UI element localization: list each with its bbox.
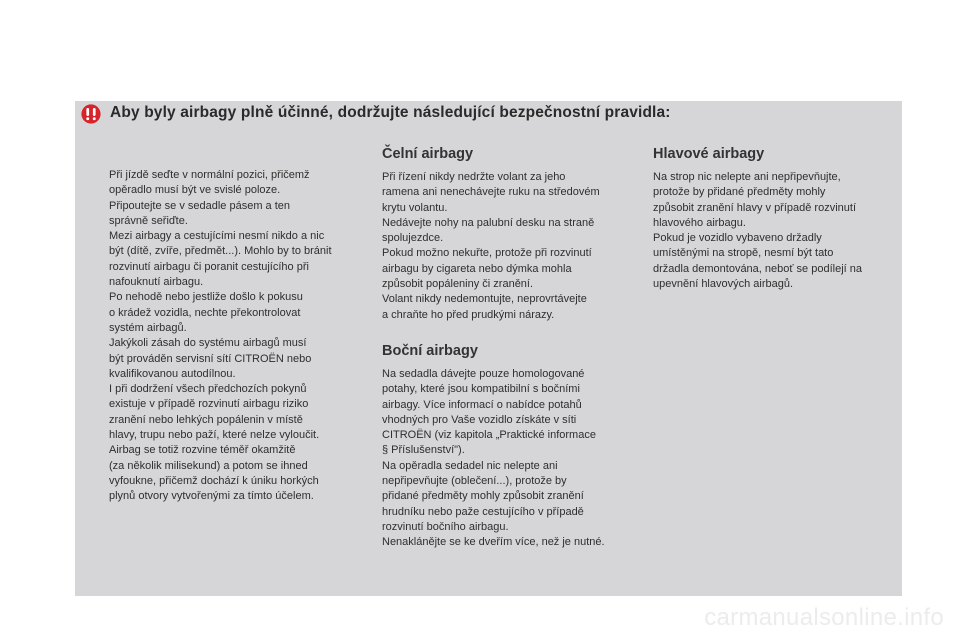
general-safety-text: Při jízdě seďte v normální pozici, přičemž opěradlo musí být ve svislé poloze. Připoutejte se v sedadle pásem a ten správně seřiďte. Mezi airbagy a cestujícími nesmí nikdo a nic být (dítě, zvíře, předmět...). Mohlo by to bránit rozvinutí airbagu či poranit cestujícího při nafouknutí airbagu. Po nehodě nebo jestliže došlo k pokusu o krádež vozidla, nechte překontrolovat systém airbagů. Jakýkoli zásah do systému airbagů musí být prováděn servisní sítí CITROËN nebo kvalifikovanou autodílnou. I při dodržení všech předchozích pokynů existuje v případě rozvinutí airbagu riziko zranění nebo lehkých popálenin v místě hlavy, trupu nebo paží, které nelze vyloučit. Airbag se totiž rozvine téměř okamžitě (za několik milisekund) a potom se ihned vyfoukne, přičemž dochází k úniku horkých plynů otvory vytvořenými za tímto účelem.: [109, 169, 332, 503]
head-airbags-section: [653, 145, 903, 292]
side-airbags-text: Na sedadla dávejte pouze homologované potahy, které jsou kompatibilní s bočními airbagy. Více informací o nabídce potahů vhodných pro Vaše vozidlo získáte v síti CITROËN (viz kapitola „Praktické informace § Příslušenství"). Na opěradla sedadel nic nelepte ani nepřipevňujte (oblečení...), protože by přidané předměty mohly způsobit zranění hrudníku nebo paže cestujícího v případě rozvinutí bočního airbagu. Nenaklánějte se ke dveřím více, než je nutné.: [382, 367, 605, 549]
side-airbags-heading: Boční airbagy: [382, 342, 478, 359]
head-airbags-heading: Hlavové airbagy: [653, 146, 765, 162]
front-airbags-text: Při řízení nikdy nedržte volant za jeho ramena ani nenechávejte ruku na středovém krytu volantu. Nedávejte nohy na palubní desku na straně spolujezdce. Pokud možno nekuřte, protože při rozvinutí airbagu by cigareta nebo dýmka mohla způsobit popáleniny či zranění. Volant nikdy nedemontujte, neprovrtávejte a chraňte ho před prudkými nárazy.: [382, 171, 600, 321]
warning-icon: [81, 104, 101, 124]
general-safety-section: [109, 168, 369, 505]
head-airbags-text: Na strop nic nelepte ani nepřipevňujte, protože by přidané předměty mohly způsobit zranění hlavy v případě rozvinutí hlavového airbagu. Pokud je vozidlo vybaveno držadly umístěnými na stropě, nesmí být tato držadla demontována, neboť se podílejí na upevnění hlavových airbagů.: [653, 171, 862, 291]
airbag-middle-column: [382, 145, 642, 551]
front-airbags-heading: Čelní airbagy: [382, 146, 474, 162]
page-title: Aby byly airbagy plně účinné, dodržujte následující bezpečnostní pravidla:: [110, 104, 671, 121]
watermark: carmanualsonline.info: [704, 604, 944, 631]
